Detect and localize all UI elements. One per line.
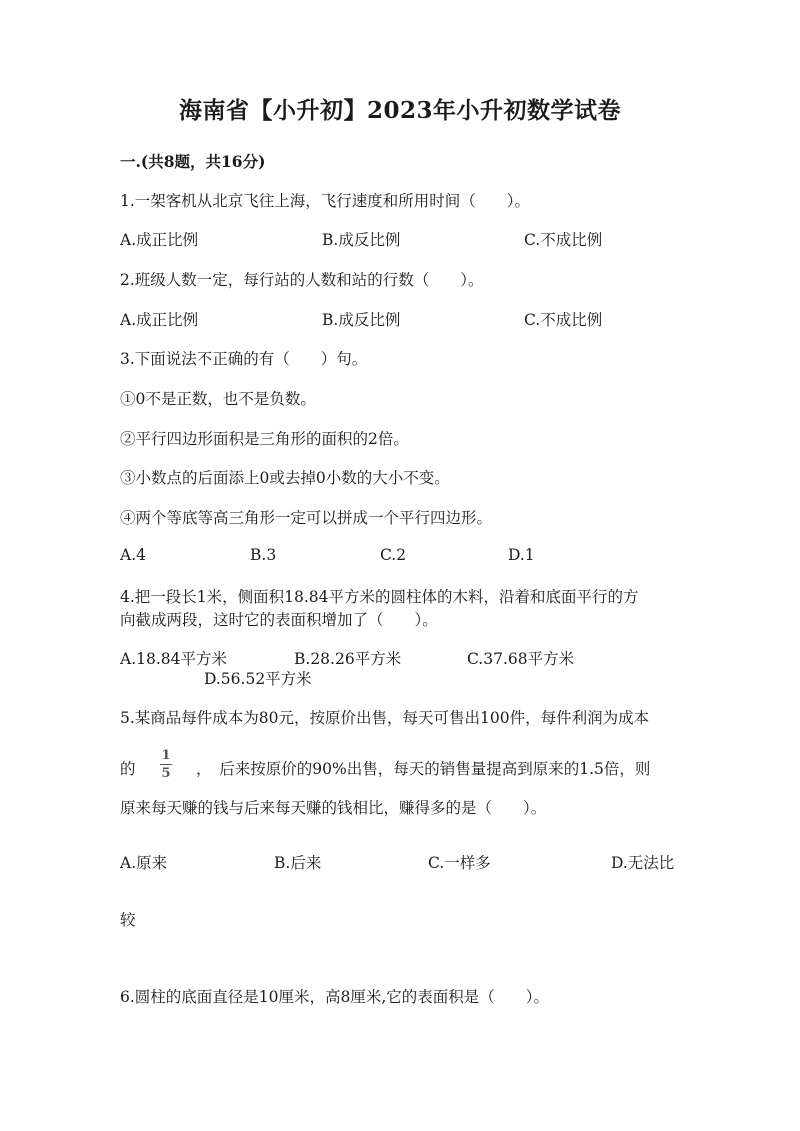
question-5-option-d: D.无法比 xyxy=(611,854,675,872)
question-3-option-c: C.2 xyxy=(380,546,407,564)
question-3-option-d: D.1 xyxy=(508,546,535,564)
question-6-stem: 6.圆柱的底面直径是10厘米，高8厘米,它的表面积是（ ）。 xyxy=(120,988,550,1006)
question-3-option-b: B.3 xyxy=(250,546,277,564)
question-1-option-c: C.不成比例 xyxy=(524,231,603,249)
fraction-bar xyxy=(160,764,172,765)
question-3-statement-2: ②平行四边形面积是三角形的面积的2倍。 xyxy=(120,430,409,448)
question-5-stem-line-3: 原来每天赚的钱与后来每天赚的钱相比，赚得多的是（ ）。 xyxy=(120,799,547,817)
section-heading: 一.(共8题，共16分) xyxy=(120,152,266,171)
question-5-option-a: A.原来 xyxy=(120,854,168,872)
question-3-statement-4: ④两个等底等高三角形一定可以拼成一个平行四边形。 xyxy=(120,509,493,527)
question-2-option-b: B.成反比例 xyxy=(322,311,401,329)
question-5-option-d-overflow: 较 xyxy=(120,911,136,929)
exam-title: 海南省【小升初】2023年小升初数学试卷 xyxy=(178,97,621,124)
question-2-option-c: C.不成比例 xyxy=(524,311,603,329)
fraction-denominator: 5 xyxy=(161,766,171,781)
question-3-option-a: A.4 xyxy=(120,546,146,564)
question-2-stem: 2.班级人数一定，每行站的人数和站的行数（ ）。 xyxy=(120,271,484,289)
question-4-stem-line-1: 4.把一段长1米，侧面积18.84平方米的圆柱体的木料，沿着和底面平行的方 xyxy=(120,588,639,606)
question-4-stem-line-2: 向截成两段，这时它的表面积增加了（ ）。 xyxy=(120,611,438,629)
question-4-option-a: A.18.84平方米 xyxy=(120,650,227,668)
question-3-statement-3: ③小数点的后面添上0或去掉0小数的大小不变。 xyxy=(120,469,450,487)
question-5-option-c: C.一样多 xyxy=(428,854,491,872)
question-1-option-a: A.成正比例 xyxy=(120,231,199,249)
fraction-numerator: 1 xyxy=(161,748,171,763)
question-5-stem-prefix: 的 xyxy=(120,760,136,778)
question-2-option-a: A.成正比例 xyxy=(120,311,199,329)
fraction-one-fifth xyxy=(158,748,174,781)
question-5-stem-suffix: ， 后来按原价的90%出售，每天的销售量提高到原来的1.5倍，则 xyxy=(196,760,651,778)
question-4-option-d: D.56.52平方米 xyxy=(204,670,312,688)
question-3-stem: 3.下面说法不正确的有（ ）句。 xyxy=(120,350,368,368)
question-1-option-b: B.成反比例 xyxy=(322,231,401,249)
question-4-option-b: B.28.26平方米 xyxy=(294,650,402,668)
question-4-option-c: C.37.68平方米 xyxy=(467,650,575,668)
question-3-statement-1: ①0不是正数，也不是负数。 xyxy=(120,390,316,408)
question-1-stem: 1.一架客机从北京飞往上海，飞行速度和所用时间（ ）。 xyxy=(120,192,531,210)
question-5-option-b: B.后来 xyxy=(274,854,322,872)
question-5-stem-line-1: 5.某商品每件成本为80元，按原价出售，每天可售出100件，每件利润为成本 xyxy=(120,709,650,727)
